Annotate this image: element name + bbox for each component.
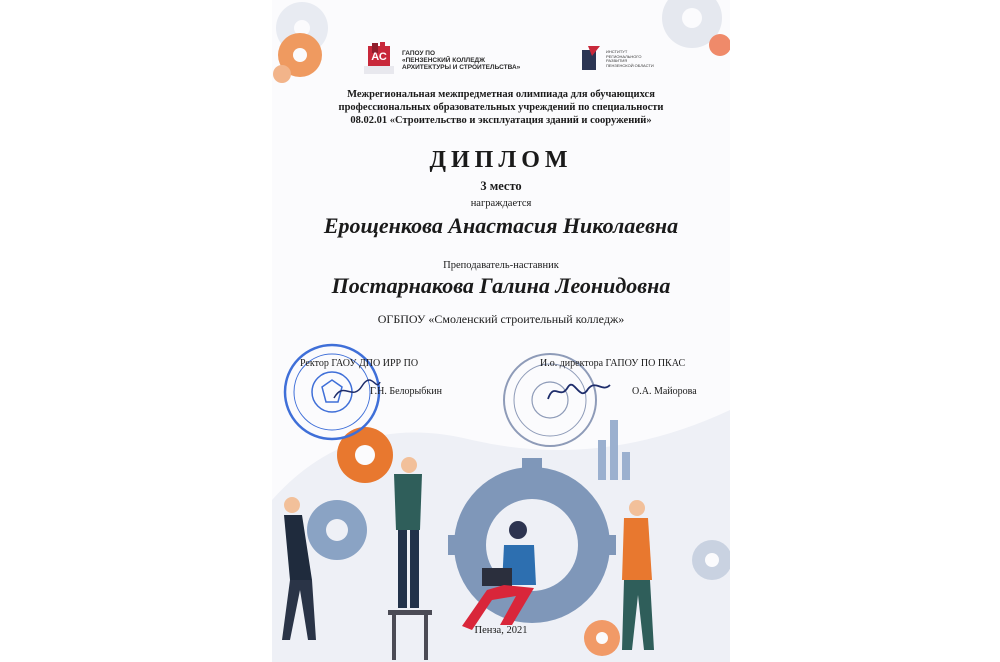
college-logo-line: «ПЕНЗЕНСКИЙ КОЛЛЕДЖ — [402, 57, 486, 64]
college-logo-line: ГАПОУ ПО — [402, 50, 436, 57]
olympiad-description — [272, 88, 730, 127]
mentor-label: Преподаватель-наставник — [443, 260, 559, 271]
description-line: 08.02.01 «Строительство и эксплуатация зданий и сооружений» — [350, 115, 652, 126]
mentor-name: Постарнакова Галина Леонидовна — [331, 273, 671, 298]
gear-icon — [709, 34, 730, 56]
left-signatory-name: Г.Н. Белорыбкин — [370, 386, 442, 397]
right-signatory-title: И.о. директора ГАПОУ ПО ПКАС — [540, 358, 686, 369]
gear-icon — [273, 65, 291, 83]
right-signatory-name: О.А. Майорова — [632, 386, 697, 397]
college-logo-text — [402, 50, 542, 71]
institute-logo-text — [606, 50, 686, 68]
recipient-name: Ерощенкова Анастасия Николаевна — [323, 213, 679, 238]
diploma — [272, 0, 730, 662]
institute-logo-line: РАЗВИТИЯ — [606, 58, 628, 64]
description-line: Межрегиональная межпредметная олимпиада для обучающихся — [347, 89, 655, 100]
place-label: 3 место — [480, 179, 522, 193]
college-logo-line: АРХИТЕКТУРЫ И СТРОИТЕЛЬСТВА» — [402, 64, 521, 71]
logo-emblem-text: АС — [371, 51, 387, 63]
awarded-label: награждается — [470, 198, 532, 209]
left-signatory-title: Ректор ГАОУ ДПО ИРР ПО — [300, 358, 419, 369]
signature-scribble — [544, 375, 614, 405]
institute-logo-line: ИНСТИТУТ — [606, 49, 628, 54]
institute-logo-line: РЕГИОНАЛЬНОГО — [606, 53, 642, 59]
description-line: профессиональных образовательных учреждений по специальности — [338, 102, 664, 113]
institute-logo-line: ПЕНЗЕНСКОЙ ОБЛАСТИ — [606, 62, 654, 68]
organization-name: ОГБПОУ «Смоленский строительный колледж» — [377, 312, 625, 326]
college-logo — [364, 42, 394, 74]
gear-icon — [307, 500, 367, 560]
place-and-year: Пенза, 2021 — [474, 625, 528, 636]
diploma-title: ДИПЛОМ — [429, 147, 573, 173]
institute-logo — [580, 44, 602, 72]
